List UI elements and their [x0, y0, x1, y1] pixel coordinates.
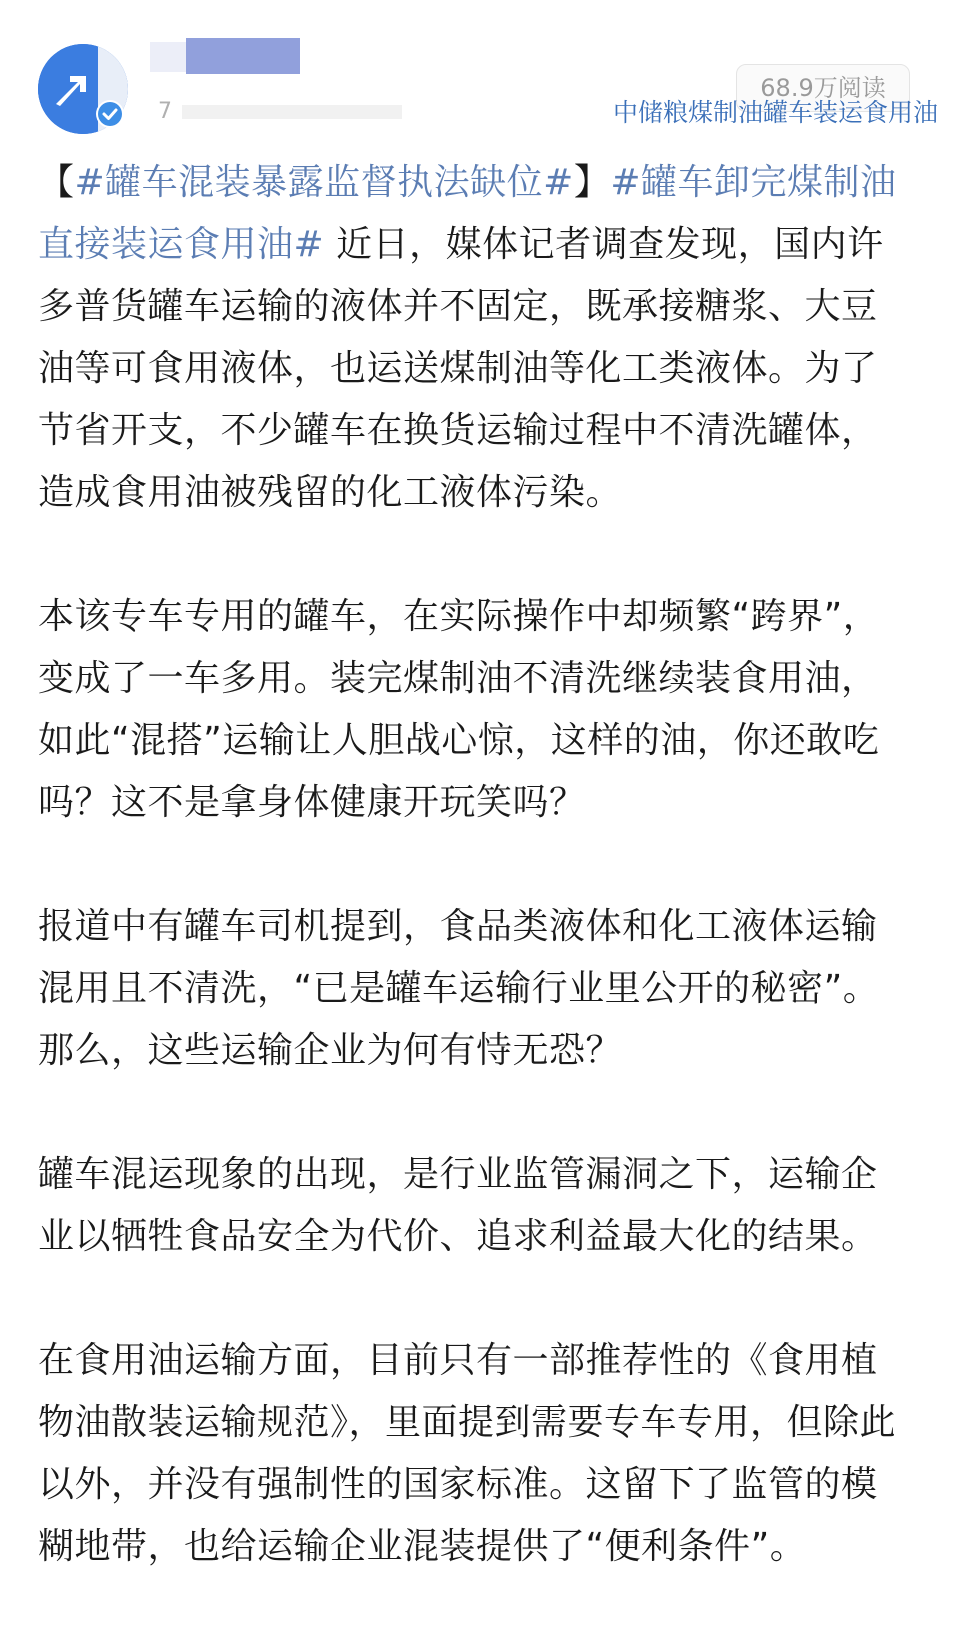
arrow-logo-icon — [48, 64, 96, 112]
article-paragraph-4: 罐车混运现象的出现，是行业监管漏洞之下，运输企业以牺牲食品安全为代价、追求利益最大化的结果。 — [38, 1154, 878, 1257]
article-paragraph-2: 本该专车专用的罐车，在实际操作中却频繁“跨界”，变成了一车多用。装完煤制油不清洗继续装食用油，如此“混搭”运输让人胆战心惊，这样的油，你还敢吃吗？这不是拿身体健康开玩笑吗？ — [38, 596, 880, 823]
username-mosaic — [186, 38, 300, 74]
post-meta-blurred — [182, 105, 402, 119]
article-paragraph-1 — [38, 152, 910, 524]
username-mosaic-light — [150, 42, 186, 72]
read-count-badge: 68.9万阅读 — [736, 64, 910, 112]
article-paragraph-5: 在食用油运输方面，目前只有一部推荐性的《食用植物油散装运输规范》，里面提到需要专车专用，但除此以外，并没有强制性的国家标准。这留下了监管的模糊地带，也给运输企业混装提供了“便利条件”。 — [38, 1340, 897, 1567]
post-meta — [158, 98, 418, 126]
hashtag-link-2[interactable]: #罐车卸完煤制油直接装运食用油# — [38, 162, 897, 265]
paragraph-1-text: 近日，媒体记者调查发现，国内许多普货罐车运输的液体并不固定，既承接糖浆、大豆油等可食用液体，也运送煤制油等化工类液体。为了节省开支，不少罐车在换货运输过程中不清洗罐体，造成食用油被残留的化工液体污染。 — [38, 224, 884, 513]
article-body — [38, 152, 910, 1640]
overlay-caption: 中储粮煤制油罐车装运食用油 — [612, 98, 938, 127]
post-meta-prefix: 7 — [158, 99, 172, 124]
bracket-open: 【 — [38, 162, 75, 203]
verified-badge-icon — [96, 100, 124, 128]
article-paragraph-3: 报道中有罐车司机提到，食品类液体和化工液体运输混用且不清洗，“已是罐车运输行业里公开的秘密”。那么，这些运输企业为何有恃无恐？ — [38, 906, 880, 1071]
hashtag-link-1[interactable]: #罐车混装暴露监督执法缺位# — [74, 162, 574, 203]
post-header — [0, 0, 960, 150]
bracket-close: 】 — [573, 162, 611, 203]
